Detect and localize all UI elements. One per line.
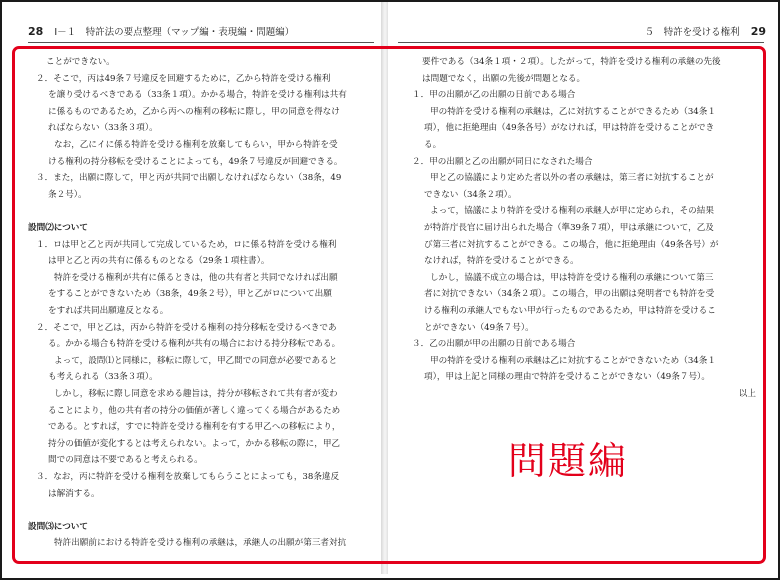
right-text-line: る。 xyxy=(424,140,442,150)
right-text-line: 項），甲は上記と同様の理由で特許を受けることができない（49条７号）。 xyxy=(424,372,710,383)
right-text-line: とができない（49条７号）。 xyxy=(424,322,534,333)
right-text-line: ３．乙の出願が甲の出願の日前である場合 xyxy=(412,339,576,350)
left-text-line: ればならない（33条３項）。 xyxy=(48,123,158,134)
left-text-line: ３．なお，丙に特許を受ける権利を放棄してもらうことによっても，38条違反 xyxy=(36,472,340,482)
right-text-line: 甲の特許を受ける権利の承継は，乙に対抗することができるため（34条１ xyxy=(430,106,716,117)
left-text-line: ２．そこで，甲と乙は，丙から特許を受ける権利の持分移転を受けるべきであ xyxy=(36,322,337,333)
right-page-header xyxy=(645,24,766,38)
right-text-line: １．甲の出願が乙の出願の日前である場合 xyxy=(412,90,576,101)
left-text-line: も考えられる（33条３項）。 xyxy=(48,372,158,383)
left-page xyxy=(2,2,382,574)
left-text-line: 特許出願前における特許を受ける権利の承継は，承継人の出願が第三者対抗 xyxy=(54,538,347,549)
left-text-line: なお，乙にイに係る特許を受ける権利を放棄してもらい，甲から特許を受 xyxy=(54,140,338,150)
left-text-line: をすれば共同出願違反となる。 xyxy=(48,306,169,316)
right-text-line: 要件である（34条１項・２項）。したがって，特許を受ける権利の承継の先後 xyxy=(422,57,721,67)
left-text-line: よって，設問⑴と同様に，移転に際して，甲乙間での同意が必要であると xyxy=(54,355,338,366)
left-text-line: ける権利の持分移転を受けることによっても，49条７号違反が回避できる。 xyxy=(48,156,343,167)
left-text-line: ２．そこで，丙は49条７号違反を回避するために，乙から特許を受ける権利 xyxy=(36,73,331,84)
left-text-line: である。とすれば，すでに特許を受ける権利を有する甲乙への移転により， xyxy=(48,422,341,433)
left-text-line: 間での同意は不要であると考えられる。 xyxy=(48,455,203,466)
left-page-number: 28 xyxy=(28,25,44,38)
left-text-line: ３．また，出願に際して，甲と丙が共同で出願しなければならない（38条，49 xyxy=(36,173,342,184)
right-text-line: 以上 xyxy=(738,389,756,399)
left-text-line: １．ロは甲と乙と丙が共同して完成しているため，ロに係る特許を受ける権利 xyxy=(36,239,337,250)
right-header-rule xyxy=(398,42,764,43)
left-text-line: に係るものであるため，乙から丙への権利の移転に際し，甲の同意を得なけ xyxy=(48,106,340,117)
right-text-line: なければ，特許を受けることができる。 xyxy=(424,256,579,267)
right-text-line: は問題でなく，出願の先後が問題となる。 xyxy=(422,73,586,84)
right-page-number: 29 xyxy=(750,25,766,38)
right-text-line: しかし，協議不成立の場合は，甲は特許を受ける権利の承継について第三 xyxy=(430,272,714,283)
left-text-line: をすることができないため（38条，49条２号），甲と乙がロについて出願 xyxy=(48,289,332,300)
left-text-line: る。かかる場合も特許を受ける権利が共有の場合における持分移転である。 xyxy=(48,339,341,350)
left-text-line: は甲と乙と丙の共有に係るものとなる（29条１項柱書）。 xyxy=(48,256,270,267)
left-text-line: ることにより，他の共有者の持分の価値が著しく違ってくる場合があるため xyxy=(48,405,341,416)
right-text-line: できない（34条２項）。 xyxy=(424,189,517,200)
left-text-line: 持分の価値が変化するとは考えられない。よって，かかる移転の際に，甲乙 xyxy=(48,438,341,449)
right-page xyxy=(388,2,774,574)
right-text-line: 項），他に拒絶理由（49条各号）がなければ，甲は特許を受けることができ xyxy=(424,123,715,134)
right-page-header-title: ５ 特許を受ける権利 xyxy=(644,27,740,38)
right-text-line: 者に対抗できない（34条２項）。この場合，甲の出願は発明者でも特許を受 xyxy=(424,289,715,300)
left-text-line: は解消する。 xyxy=(48,488,100,499)
left-header-rule xyxy=(28,42,374,43)
right-text-line: び第三者に対抗することができる。この場合，他に拒絶理由（49条各号）が xyxy=(424,239,719,250)
left-page-header-title: Ⅰ－１ 特許法の要点整理（マップ編・表現編・問題編） xyxy=(54,27,295,38)
left-text-line: 特許を受ける権利が共有に係るときは，他の共有者と共同でなければ出願 xyxy=(54,272,338,283)
right-text-line: ２．甲の出願と乙の出願が同日になされた場合 xyxy=(412,156,593,167)
right-text-line: が特許庁長官に届け出られた場合（準39条７項），甲は承継について，乙及 xyxy=(424,223,714,233)
left-text-line: 設問⑶について xyxy=(28,521,88,532)
left-text-line: を譲り受けるべきである（33条１項）。かかる場合，特許を受ける権利は共有 xyxy=(48,90,347,101)
right-text-line: 甲の特許を受ける権利の承継は乙に対抗することができないため（34条１ xyxy=(430,355,716,366)
left-text-line: しかし，移転に際し同意を求める趣旨は，持分が移転されて共有者が変わ xyxy=(54,389,338,399)
left-page-header xyxy=(28,24,294,38)
right-text-line: よって，協議により特許を受ける権利の承継人が甲に定められ，その結果 xyxy=(430,206,714,217)
right-text-line: ける権利の承継人でもない甲が行ったものであるため，甲は特許を受けるこ xyxy=(424,306,716,316)
left-text-line: ことができない。 xyxy=(46,57,115,67)
left-text-line: 設問⑵について xyxy=(28,223,88,233)
left-text-line: 条２号）。 xyxy=(48,189,87,200)
section-label-stamp: 問題編 xyxy=(508,439,629,483)
right-text-line: 甲と乙の協議により定めた者以外の者の承継は，第三者に対抗することが xyxy=(430,173,714,184)
